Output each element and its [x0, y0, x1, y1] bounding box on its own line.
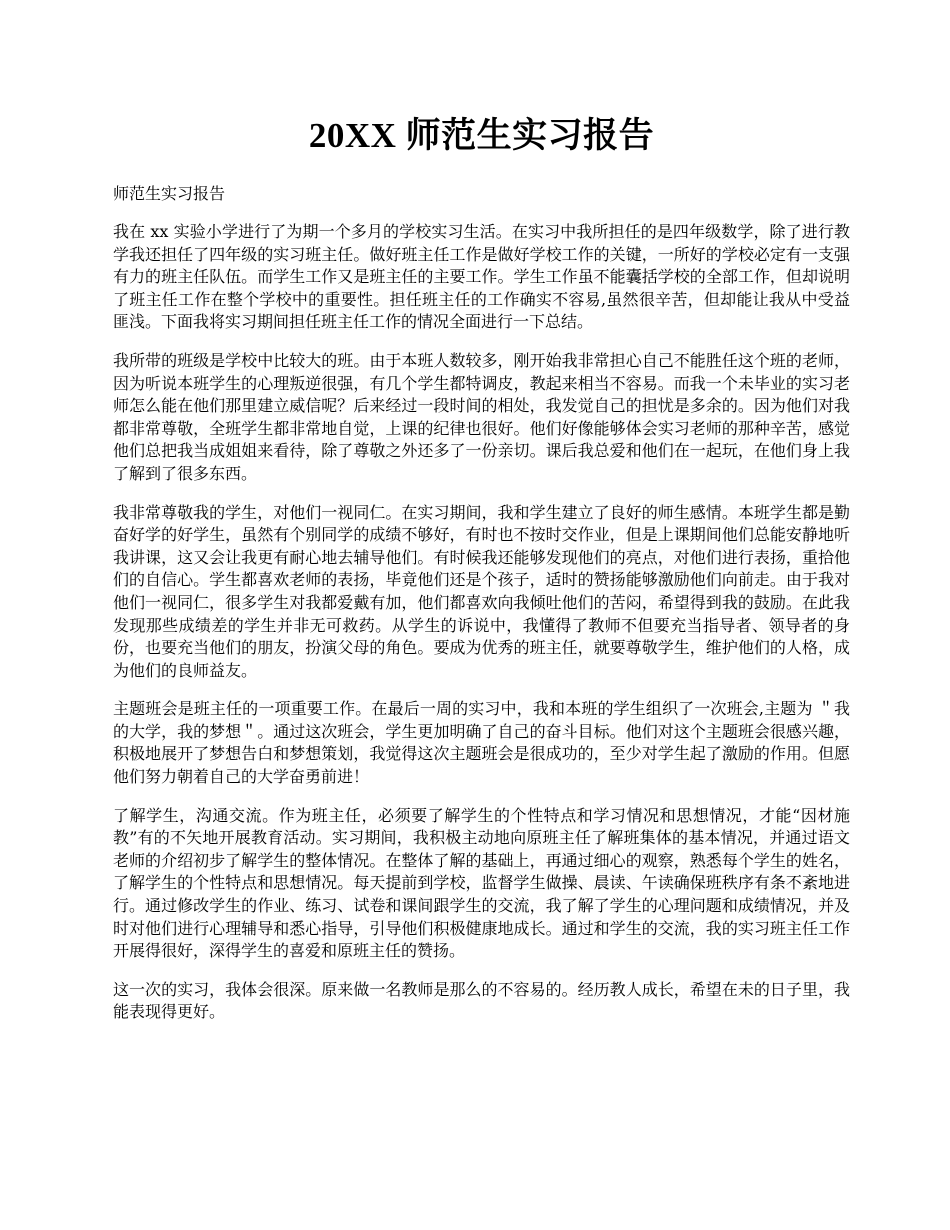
- paragraph-2: 我所带的班级是学校中比较大的班。由于本班人数较多，刚开始我非常担心自己不能胜任这个班的老师，因为听说本班学生的心理叛逆很强，有几个学生都特调皮，教起来相当不容易。而我一个未毕业的实习老师怎么能在他们那里建立威信呢？后来经过一段时间的相处，我发觉自己的担忧是多余的。因为他们对我都非常尊敬，全班学生都非常地自觉，上课的纪律也很好。他们好像能够体会实习老师的那种辛苦，感觉他们总把我当成姐姐来看待，除了尊敬之外还多了一份亲切。课后我总爱和他们在一起玩，在他们身上我了解到了很多东西。: [113, 350, 850, 483]
- document-title: 20XX 师范生实习报告: [308, 116, 655, 155]
- document-body: [113, 221, 850, 1024]
- paragraph-3: 我非常尊敬我的学生，对他们一视同仁。在实习期间，我和学生建立了良好的师生感情。本班学生都是勤奋好学的好学生，虽然有个别同学的成绩不够好，有时也不按时交作业，但是上课期间他们总能安静地听我讲课，这又会让我更有耐心地去辅导他们。有时候我还能够发现他们的亮点，对他们进行表扬，重拾他们的自信心。学生都喜欢老师的表扬，毕竟他们还是个孩子，适时的赞扬能够激励他们向前走。由于我对他们一视同仁，很多学生对我都爱戴有加，他们都喜欢向我倾吐他们的苦闷，希望得到我的鼓励。在此我发现那些成绩差的学生并非无可救药。从学生的诉说中，我懂得了教师不但要充当指导者、领导者的身份，也要充当他们的朋友，扮演父母的角色。要成为优秀的班主任，就要尊敬学生，维护他们的人格，成为他们的良师益友。: [113, 502, 850, 680]
- paragraph-5: 了解学生，沟通交流。作为班主任，必须要了解学生的个性特点和学习情况和思想情况，才能“因材施教”有的不矢地开展教育活动。实习期间，我积极主动地向原班主任了解班集体的基本情况，并通过语文老师的介绍初步了解学生的整体情况。在整体了解的基础上，再通过细心的观察，熟悉每个学生的姓名，了解学生的个性特点和思想情况。每天提前到学校，监督学生做操、晨读、午读确保班秩序有条不紊地进行。通过修改学生的作业、练习、试卷和课间跟学生的交流，我了解了学生的心理问题和成绩情况，并及时对他们进行心理辅导和悉心指导，引导他们积极健康地成长。通过和学生的交流，我的实习班主任工作开展得很好，深得学生的喜爱和原班主任的赞扬。: [113, 805, 850, 961]
- paragraph-6: 这一次的实习，我体会很深。原来做一名教师是那么的不容易的。经历教人成长，希望在未的日子里，我能表现得更好。: [113, 979, 850, 1022]
- document-page: [113, 112, 850, 1024]
- paragraph-4: 主题班会是班主任的一项重要工作。在最后一周的实习中，我和本班的学生组织了一次班会,主题为 ＂我的大学，我的梦想＂。通过这次班会，学生更加明确了自己的奋斗目标。他们对这个主题班会很感兴趣，积极地展开了梦想告白和梦想策划，我觉得这次主题班会是很成功的，至少对学生起了激励的作用。但愿他们努力朝着自己的大学奋勇前进！: [113, 699, 850, 787]
- paragraph-1: 我在 xx 实验小学进行了为期一个多月的学校实习生活。在实习中我所担任的是四年级数学，除了进行教学我还担任了四年级的实习班主任。做好班主任工作是做好学校工作的关键，一所好的学校必定有一支强有力的班主任队伍。而学生工作又是班主任的主要工作。学生工作虽不能囊括学校的全部工作，但却说明了班主任工作在整个学校中的重要性。担任班主任的工作确实不容易,虽然很辛苦，但却能让我从中受益匪浅。下面我将实习期间担任班主任工作的情况全面进行一下总结。: [113, 222, 850, 332]
- document-subtitle: 师范生实习报告: [113, 184, 226, 203]
